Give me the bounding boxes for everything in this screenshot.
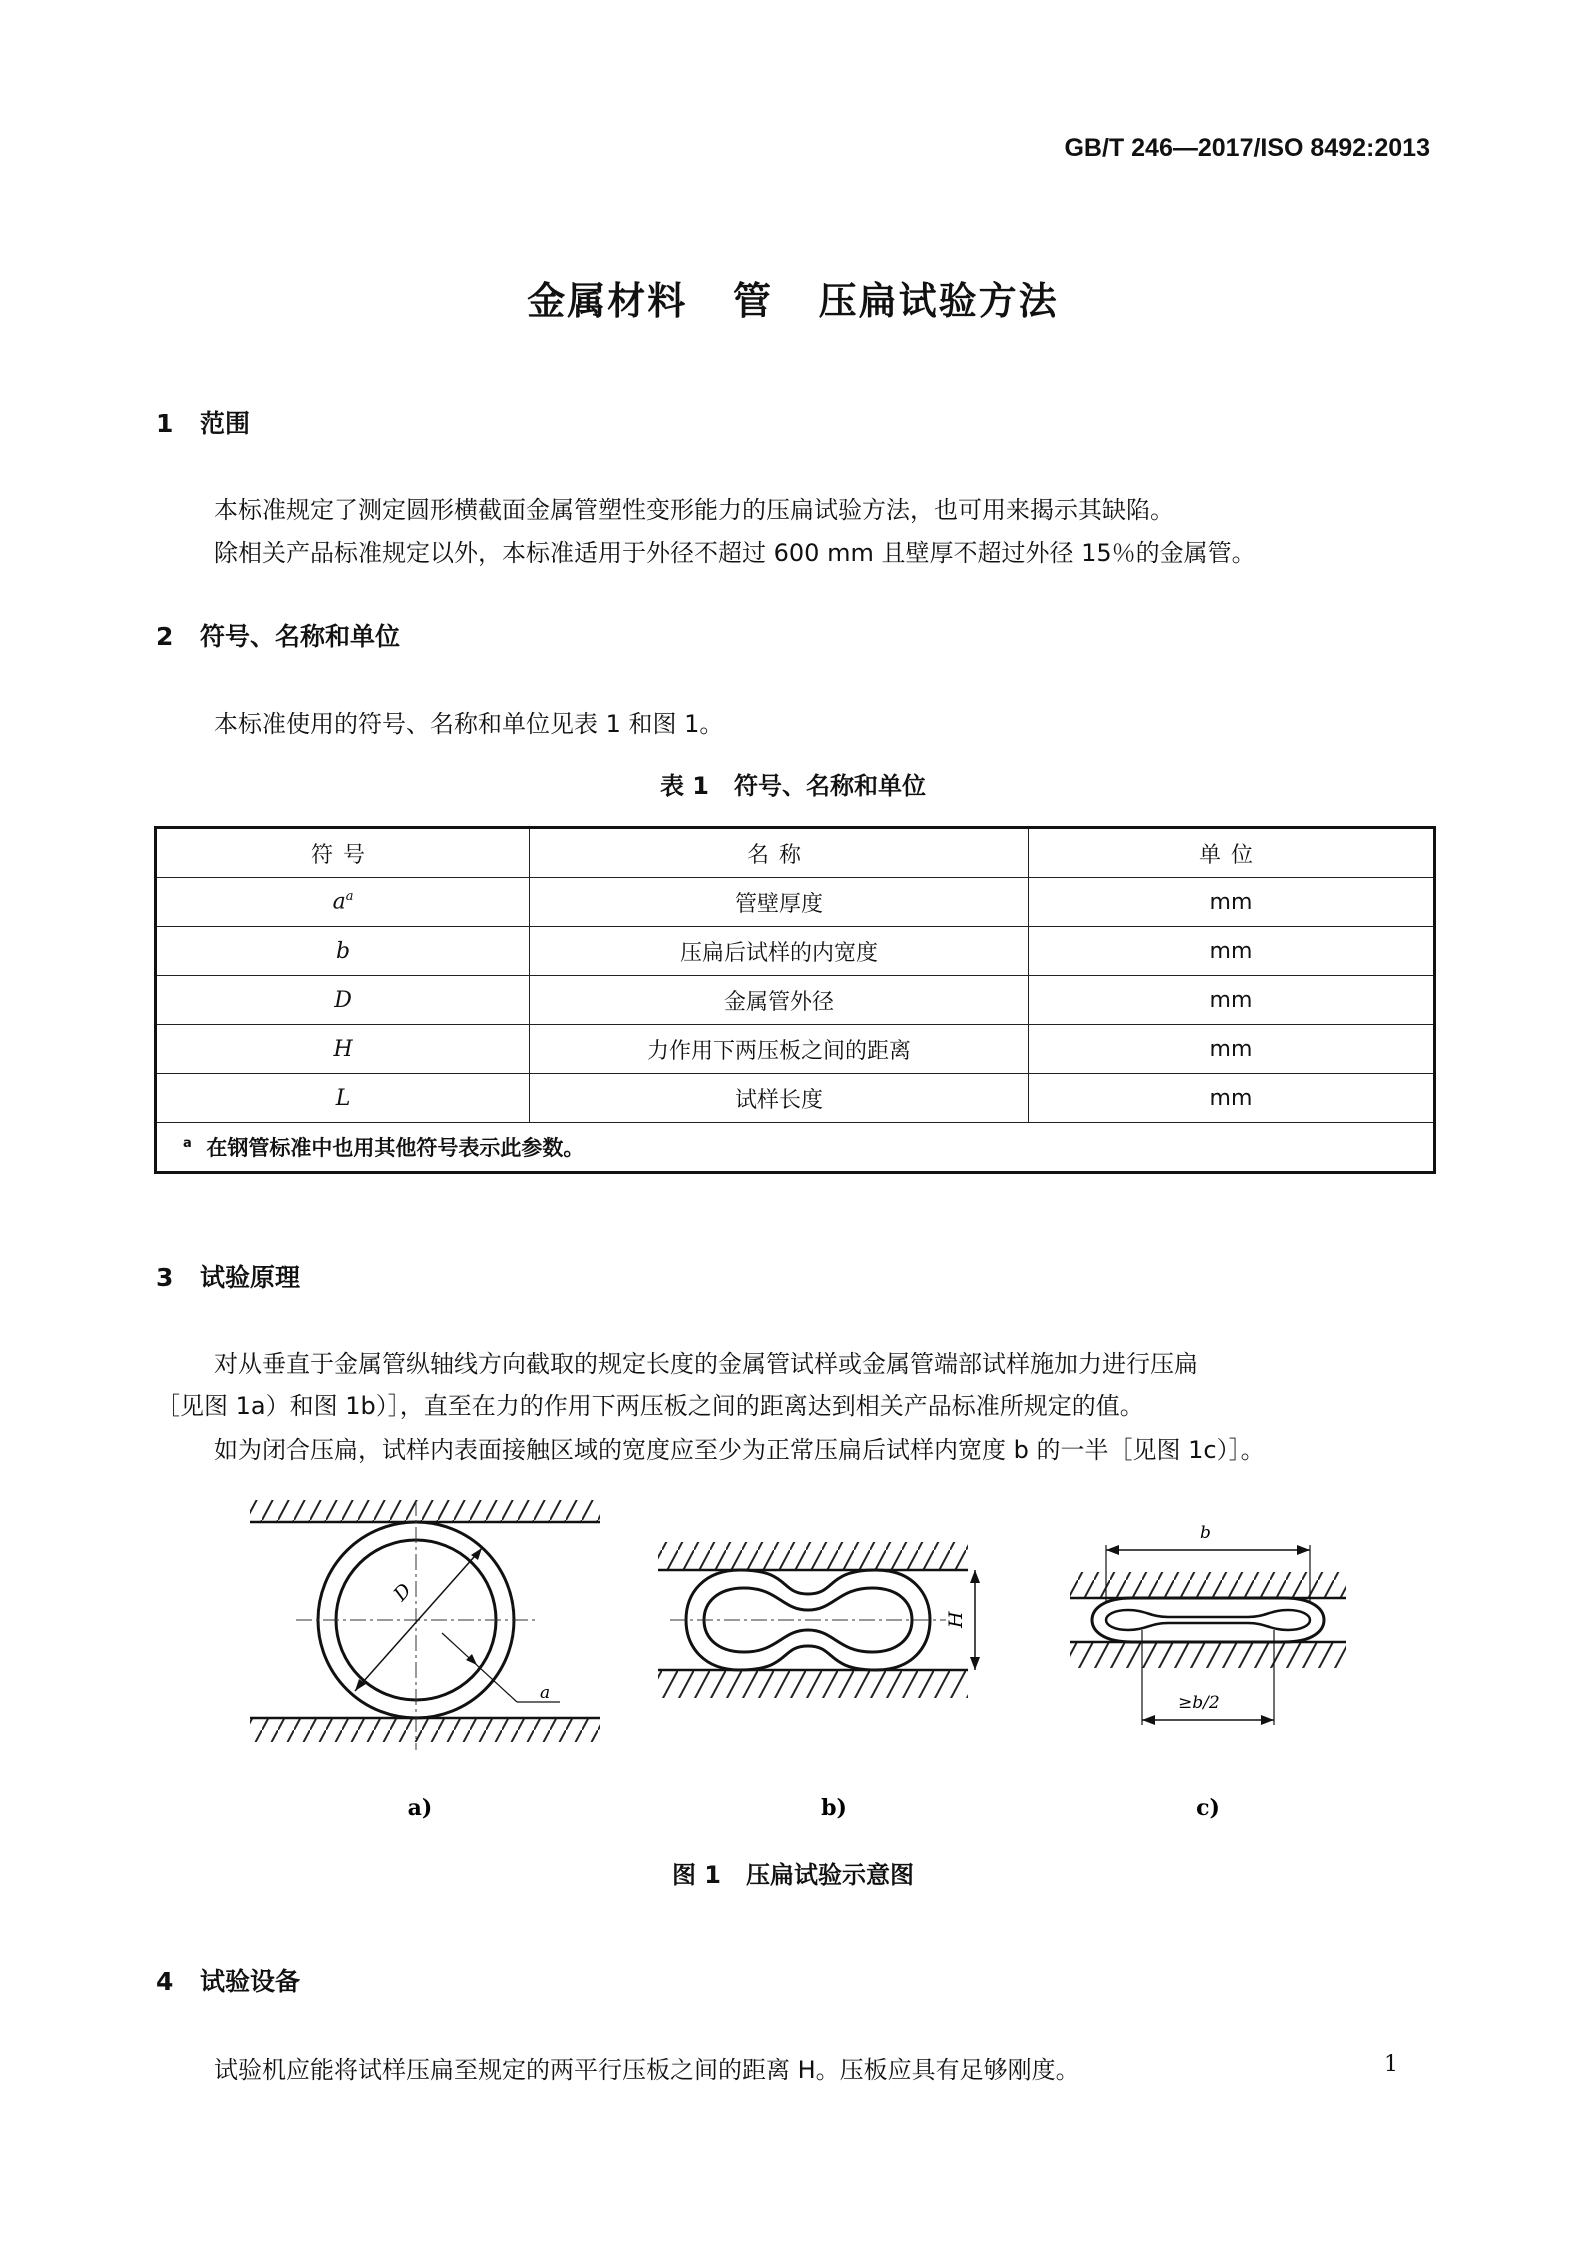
unit-cell: mm (1028, 878, 1434, 927)
section-3-heading (156, 1258, 300, 1294)
table-caption: 表 1 符号、名称和单位 (659, 772, 927, 800)
standard-code: GB/T 246—2017/ISO 8492:2013 (1064, 134, 1430, 162)
table-row (156, 1074, 1435, 1123)
flattening-figure (230, 1490, 1370, 1840)
label-b: b (1200, 1523, 1211, 1543)
name-cell: 压扁后试样的内宽度 (530, 927, 1029, 976)
section-number: 2 (156, 622, 174, 651)
arrow-head (970, 1570, 980, 1583)
figure-a-undeformed-tube (250, 1500, 600, 1750)
section-title: 试验原理 (200, 1263, 301, 1292)
label-a: a (540, 1683, 551, 1703)
upper-platen-hatch (250, 1500, 600, 1522)
table-footnote (156, 1123, 1435, 1173)
name-cell: 金属管外径 (530, 976, 1029, 1025)
paragraph: 本标准规定了测定圆形横截面金属管塑性变形能力的压扁试验方法，也可用来揭示其缺陷。 (214, 496, 1174, 524)
figure-b-partially-flattened-tube (658, 1542, 980, 1698)
upper-platen-hatch (658, 1542, 968, 1570)
tube-outer-wall (1092, 1598, 1324, 1642)
footnote-marker: a (345, 889, 354, 905)
symbol-cell (156, 878, 530, 927)
arrow-head (466, 1654, 477, 1665)
symbols-table (154, 826, 1436, 1174)
section-title: 范围 (200, 409, 251, 438)
lower-platen-hatch (1070, 1642, 1346, 1668)
paragraph: 除相关产品标准规定以外，本标准适用于外径不超过 600 mm 且壁厚不超过外径 15％的金属管。 (214, 539, 1256, 567)
section-4-heading (156, 1962, 300, 1998)
symbol-cell: L (156, 1074, 530, 1123)
symbol-cell: b (156, 927, 530, 976)
paragraph: 如为闭合压扁，试样内表面接触区域的宽度应至少为正常压扁后试样内宽度 b 的一半［见图 1c）］。 (214, 1436, 1265, 1464)
arrow-head (1297, 1545, 1310, 1555)
unit-cell: mm (1028, 927, 1434, 976)
paragraph: ［见图 1a）和图 1b）］，直至在力的作用下两压板之间的距离达到相关产品标准所规定的值。 (156, 1392, 1144, 1420)
lower-platen-hatch (250, 1718, 600, 1742)
table-row (156, 878, 1435, 927)
name-cell: 管壁厚度 (530, 878, 1029, 927)
section-number: 4 (156, 1967, 174, 1996)
unit-cell: mm (1028, 1025, 1434, 1074)
paragraph: 试验机应能将试样压扁至规定的两平行压板之间的距离 H。压板应具有足够刚度。 (214, 2056, 1080, 2084)
label-H: H (945, 1611, 967, 1628)
figure-c-closed-flattened-tube (1070, 1523, 1346, 1725)
header-symbol: 符号 (156, 828, 530, 878)
page-number: 1 (1384, 2052, 1398, 2077)
document-title: 金属材料 管 压扁试验方法 (527, 279, 1059, 323)
footnote-text: 在钢管标准中也用其他符号表示此参数。 (206, 1136, 585, 1160)
paragraph: 对从垂直于金属管纵轴线方向截取的规定长度的金属管试样或金属管端部试样施加力进行压扁 (214, 1350, 1198, 1378)
section-2-heading (156, 617, 400, 653)
footnote-marker: a (183, 1136, 192, 1151)
table-row (156, 1025, 1435, 1074)
arrow-head (1106, 1545, 1119, 1555)
subcaption-b: b) (821, 1795, 847, 1821)
subcaption-a: a) (407, 1795, 433, 1821)
section-number: 1 (156, 409, 174, 438)
header-name: 名称 (530, 828, 1029, 878)
arrow-head (1261, 1715, 1274, 1725)
section-title: 符号、名称和单位 (200, 622, 401, 651)
unit-cell: mm (1028, 976, 1434, 1025)
symbol-cell: D (156, 976, 530, 1025)
tube-inner-wall (1106, 1610, 1310, 1630)
lower-platen-hatch (658, 1670, 968, 1698)
subcaption-c: c) (1196, 1795, 1220, 1821)
table-row (156, 927, 1435, 976)
arrow-head (970, 1657, 980, 1670)
table-header-row (156, 828, 1435, 878)
table-footnote-row (156, 1123, 1435, 1173)
label-half-b: ≥b/2 (1178, 1693, 1220, 1713)
figure-caption: 图 1 压扁试验示意图 (671, 1861, 915, 1889)
name-cell: 力作用下两压板之间的距离 (530, 1025, 1029, 1074)
arrow-head (1142, 1715, 1155, 1725)
section-title: 试验设备 (200, 1967, 301, 1996)
section-1-heading (156, 404, 250, 440)
section-number: 3 (156, 1263, 174, 1292)
upper-platen-hatch (1070, 1572, 1346, 1598)
header-unit: 单位 (1028, 828, 1434, 878)
paragraph: 本标准使用的符号、名称和单位见表 1 和图 1。 (214, 710, 724, 738)
table-row (156, 976, 1435, 1025)
name-cell: 试样长度 (530, 1074, 1029, 1123)
label-D: D (389, 1579, 416, 1606)
unit-cell: mm (1028, 1074, 1434, 1123)
symbol: a (332, 889, 346, 915)
symbol-cell: H (156, 1025, 530, 1074)
